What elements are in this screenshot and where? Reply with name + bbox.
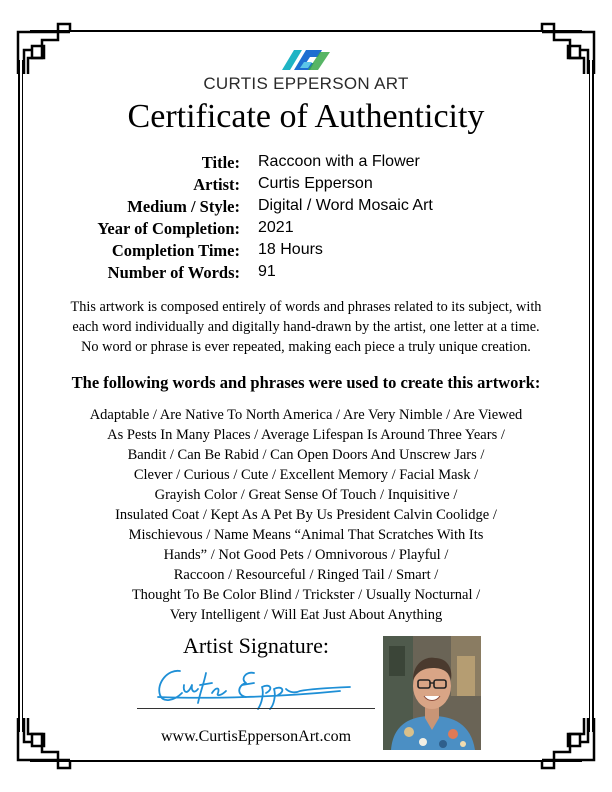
words-line: Hands” / Not Good Pets / Omnivorous / Playful / [163,547,449,563]
detail-value: Curtis Epperson [258,175,373,192]
corner-ornament-bottom-left [10,710,74,774]
detail-row-artist [0,175,612,197]
detail-value: 2021 [258,219,294,236]
detail-label: Medium / Style: [127,197,240,216]
detail-label: Year of Completion: [97,219,240,238]
description-line: No word or phrase is ever repeated, making each piece a truly unique creation. [81,339,531,355]
words-line: Bandit / Can Be Rabid / Can Open Doors And Unscrew Jars / [127,447,485,463]
description-line: each word individually and digitally hand-drawn by the artist, one letter at a time. [72,319,540,335]
signature-label: Artist Signature: [182,633,330,658]
artwork-description [40,297,572,357]
detail-value: 18 Hours [258,241,323,258]
detail-row-completion-time [0,241,612,263]
words-line: Clever / Curious / Cute / Excellent Memory / Facial Mask / [133,467,479,483]
words-line: Insulated Coat / Kept As A Pet By Us President Calvin Coolidge / [115,507,497,523]
corner-ornament-bottom-right [538,710,602,774]
words-line: Adaptable / Are Native To North America / Are Very Nimble / Are Viewed [89,407,523,423]
detail-label: Artist: [193,175,240,194]
words-list [40,405,572,625]
detail-row-word-count [0,263,612,285]
detail-label: Title: [201,153,240,172]
website-link[interactable]: www.CurtisEppersonArt.com [160,728,352,745]
certificate-title: Certificate of Authenticity [127,98,485,135]
detail-label: Number of Words: [107,263,240,282]
artwork-details [0,153,612,285]
logo-mark-icon [276,44,336,72]
detail-row-medium [0,197,612,219]
description-line: This artwork is composed entirely of words and phrases related to its subject, with [70,299,542,315]
artist-signature [150,663,360,711]
detail-row-title [0,153,612,175]
detail-value: 91 [258,263,276,280]
detail-value: Digital / Word Mosaic Art [258,197,433,214]
words-line: Thought To Be Color Blind / Trickster / Usually Nocturnal / [131,587,481,603]
artist-photo [383,636,481,750]
words-line: Grayish Color / Great Sense Of Touch / Inquisitive / [154,487,458,503]
detail-label: Completion Time: [111,241,240,260]
detail-value: Raccoon with a Flower [258,153,420,170]
words-heading: The following words and phrases were used to create this artwork: [71,373,541,392]
detail-row-year [0,219,612,241]
brand-name: CURTIS EPPERSON ART [203,74,409,93]
words-line: As Pests In Many Places / Average Lifespan Is Around Three Years / [107,427,505,443]
words-line: Mischievous / Name Means “Animal That Scratches With Its [128,527,484,543]
signature-line [137,708,375,709]
words-line: Raccoon / Resourceful / Ringed Tail / Smart / [173,567,439,583]
words-line: Very Intelligent / Will Eat Just About Anything [169,607,443,623]
brand-logo [0,44,612,94]
